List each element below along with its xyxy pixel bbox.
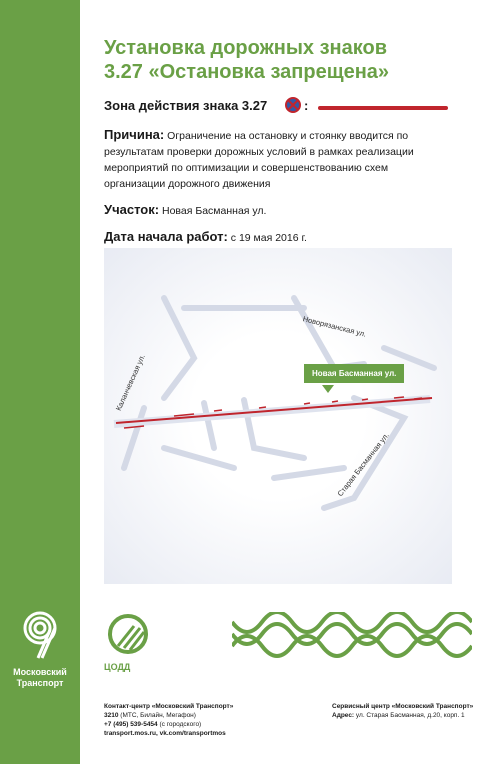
zone-colon: : <box>304 98 309 113</box>
section-value: Новая Басманная ул. <box>162 205 267 217</box>
logo-line2: Транспорт <box>16 678 64 688</box>
contact-phone-long[interactable]: +7 (495) 539-5454 <box>104 721 158 728</box>
start-date-block <box>104 229 307 246</box>
contact-phone-long-note: (с городского) <box>159 721 202 728</box>
map-callout: Новая Басманная ул. <box>304 364 404 383</box>
service-center <box>332 702 473 720</box>
map-streets <box>104 248 452 584</box>
decorative-wave-pattern <box>232 612 472 660</box>
sidebar-green <box>0 0 80 764</box>
reason-label: Причина: <box>104 127 165 142</box>
page-title <box>104 36 464 84</box>
service-center-title: Сервисный центр «Московский Транспорт» <box>332 703 474 710</box>
service-address: ул. Старая Басманная, д.20, корп. 1 <box>355 712 465 719</box>
section-label: Участок: <box>104 202 160 217</box>
tsodd-label: ЦОДД <box>104 662 131 672</box>
reason-text: Ограничение на остановку и стоянку вводится по результатам проверки дорожных условий в рамках реализации мероприятий по оптимизации и совершенствованию схем организации дорожного движения <box>104 130 414 190</box>
title-line1: Установка дорожных знаков <box>104 37 388 59</box>
map-callout-pointer <box>322 385 334 393</box>
contact-center <box>104 702 233 738</box>
main-content <box>80 0 482 764</box>
start-value: с 19 мая 2016 г. <box>230 232 307 244</box>
tsodd-logo-icon <box>104 612 152 660</box>
service-address-label: Адрес: <box>332 712 355 719</box>
section-block <box>104 202 266 219</box>
zone-legend-line <box>318 106 448 110</box>
contact-phone-short[interactable]: 3210 <box>104 712 119 719</box>
street-label-staraya-basmannaya: Старая Басманная ул. <box>335 430 391 499</box>
zone-label: Зона действия знака 3.27 <box>104 98 268 113</box>
start-label: Дата начала работ: <box>104 229 228 244</box>
street-label-kalanchevskaya: Каланчевская ул. <box>113 352 147 413</box>
contact-web-links[interactable]: transport.mos.ru, vk.com/transportmos <box>104 730 226 737</box>
no-stopping-sign-icon <box>285 97 301 113</box>
moscow-transport-logo <box>0 608 80 689</box>
moscow-transport-nine-icon <box>16 608 64 660</box>
street-label-novoryazanskaya: Новорязанская ул. <box>301 314 368 339</box>
title-line2: 3.27 «Остановка запрещена» <box>104 61 390 83</box>
street-map <box>104 248 452 584</box>
contact-center-title: Контакт-центр «Московский Транспорт» <box>104 703 234 710</box>
contact-phone-short-note: (МТС, Билайн, Мегафон) <box>120 712 196 719</box>
logo-line1: Московский <box>13 667 67 677</box>
reason-block <box>104 127 450 192</box>
